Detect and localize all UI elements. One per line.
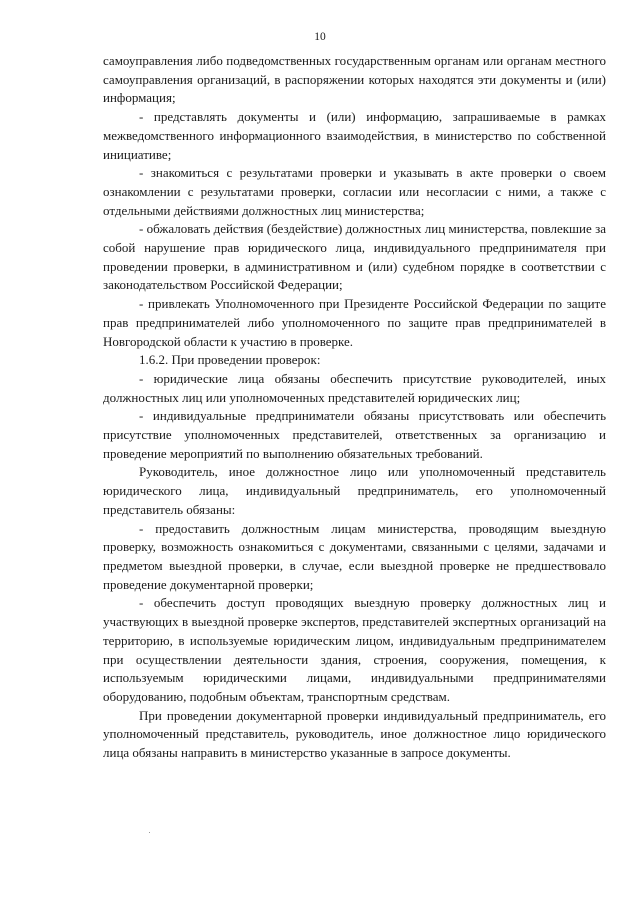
page-number: 10	[314, 31, 326, 43]
paragraph-duty-provide-documents: - предоставить должностным лицам министерства, проводящим выездную проверку, возможность ознакомиться с документами, связанными с целями, задачами и предметом выездной проверки, в случае, если выездной проверке не предшествовало проведение документарной проверки;	[103, 520, 606, 592]
paragraph-right-review-results: - знакомиться с результатами проверки и указывать в акте проверки о своем ознакомлении с результатами проверки, согласии или несогласии с ними, а также с отдельными действиями должностных лиц министерства;	[103, 165, 606, 218]
paragraph-legal-entities-duty: - юридические лица обязаны обеспечить присутствие руководителей, иных должностных лиц или уполномоченных представителей юридических лиц;	[103, 370, 606, 405]
paragraph-entrepreneurs-duty: - индивидуальные предприниматели обязаны присутствовать или обеспечить присутствие уполномоченных представителей, ответственных за организацию и проведение мероприятий по выполнению обязательных требований.	[103, 408, 606, 461]
paragraph-right-ombudsman: - привлекать Уполномоченного при Президенте Российской Федерации по защите прав предпринимателей либо уполномоченного по защите прав предпринимателей в Новгородской области к участию в проверке.	[103, 296, 606, 349]
paragraph-right-submit-documents: - представлять документы и (или) информацию, запрашиваемые в рамках межведомственного информационного взаимодействия, в министерство по собственной инициативе;	[103, 109, 606, 162]
document-body	[103, 52, 606, 763]
paragraph-continuation: самоуправления либо подведомственных государственным органам или органам местного самоуправления организаций, в распоряжении которых находятся эти документы и (или) информация;	[103, 53, 606, 106]
scan-speck	[149, 832, 150, 833]
paragraph-duty-provide-access: - обеспечить доступ проводящих выездную проверку должностных лиц и участвующих в выездной проверке экспертов, представителей экспертных организаций на территорию, в используемые юридическим лицом, индивидуальным предпринимателем при осуществлении деятельности здания, строения, сооружения, помещения, к используемым юридическими лицами, индивидуальными предпринимателями оборудованию, подобным объектам, транспортным средствам.	[103, 595, 606, 704]
section-heading-1-6-2: 1.6.2. При проведении проверок:	[139, 352, 321, 368]
paragraph-right-appeal: - обжаловать действия (бездействие) должностных лиц министерства, повлекшие за собой нарушение прав юридического лица, индивидуального предпринимателя при проведении проверки, в административном и (или) судебном порядке в соответствии с законодательством Российской Федерации;	[103, 221, 606, 293]
paragraph-documentary-inspection: При проведении документарной проверки индивидуальный предприниматель, его уполномоченный представитель, руководитель, иное должностное лицо юридического лица обязаны направить в министерство указанные в запросе документы.	[103, 707, 606, 761]
paragraph-obligated-persons: Руководитель, иное должностное лицо или уполномоченный представитель юридического лица, индивидуальный предприниматель, его уполномоченный представитель обязаны:	[103, 464, 606, 517]
